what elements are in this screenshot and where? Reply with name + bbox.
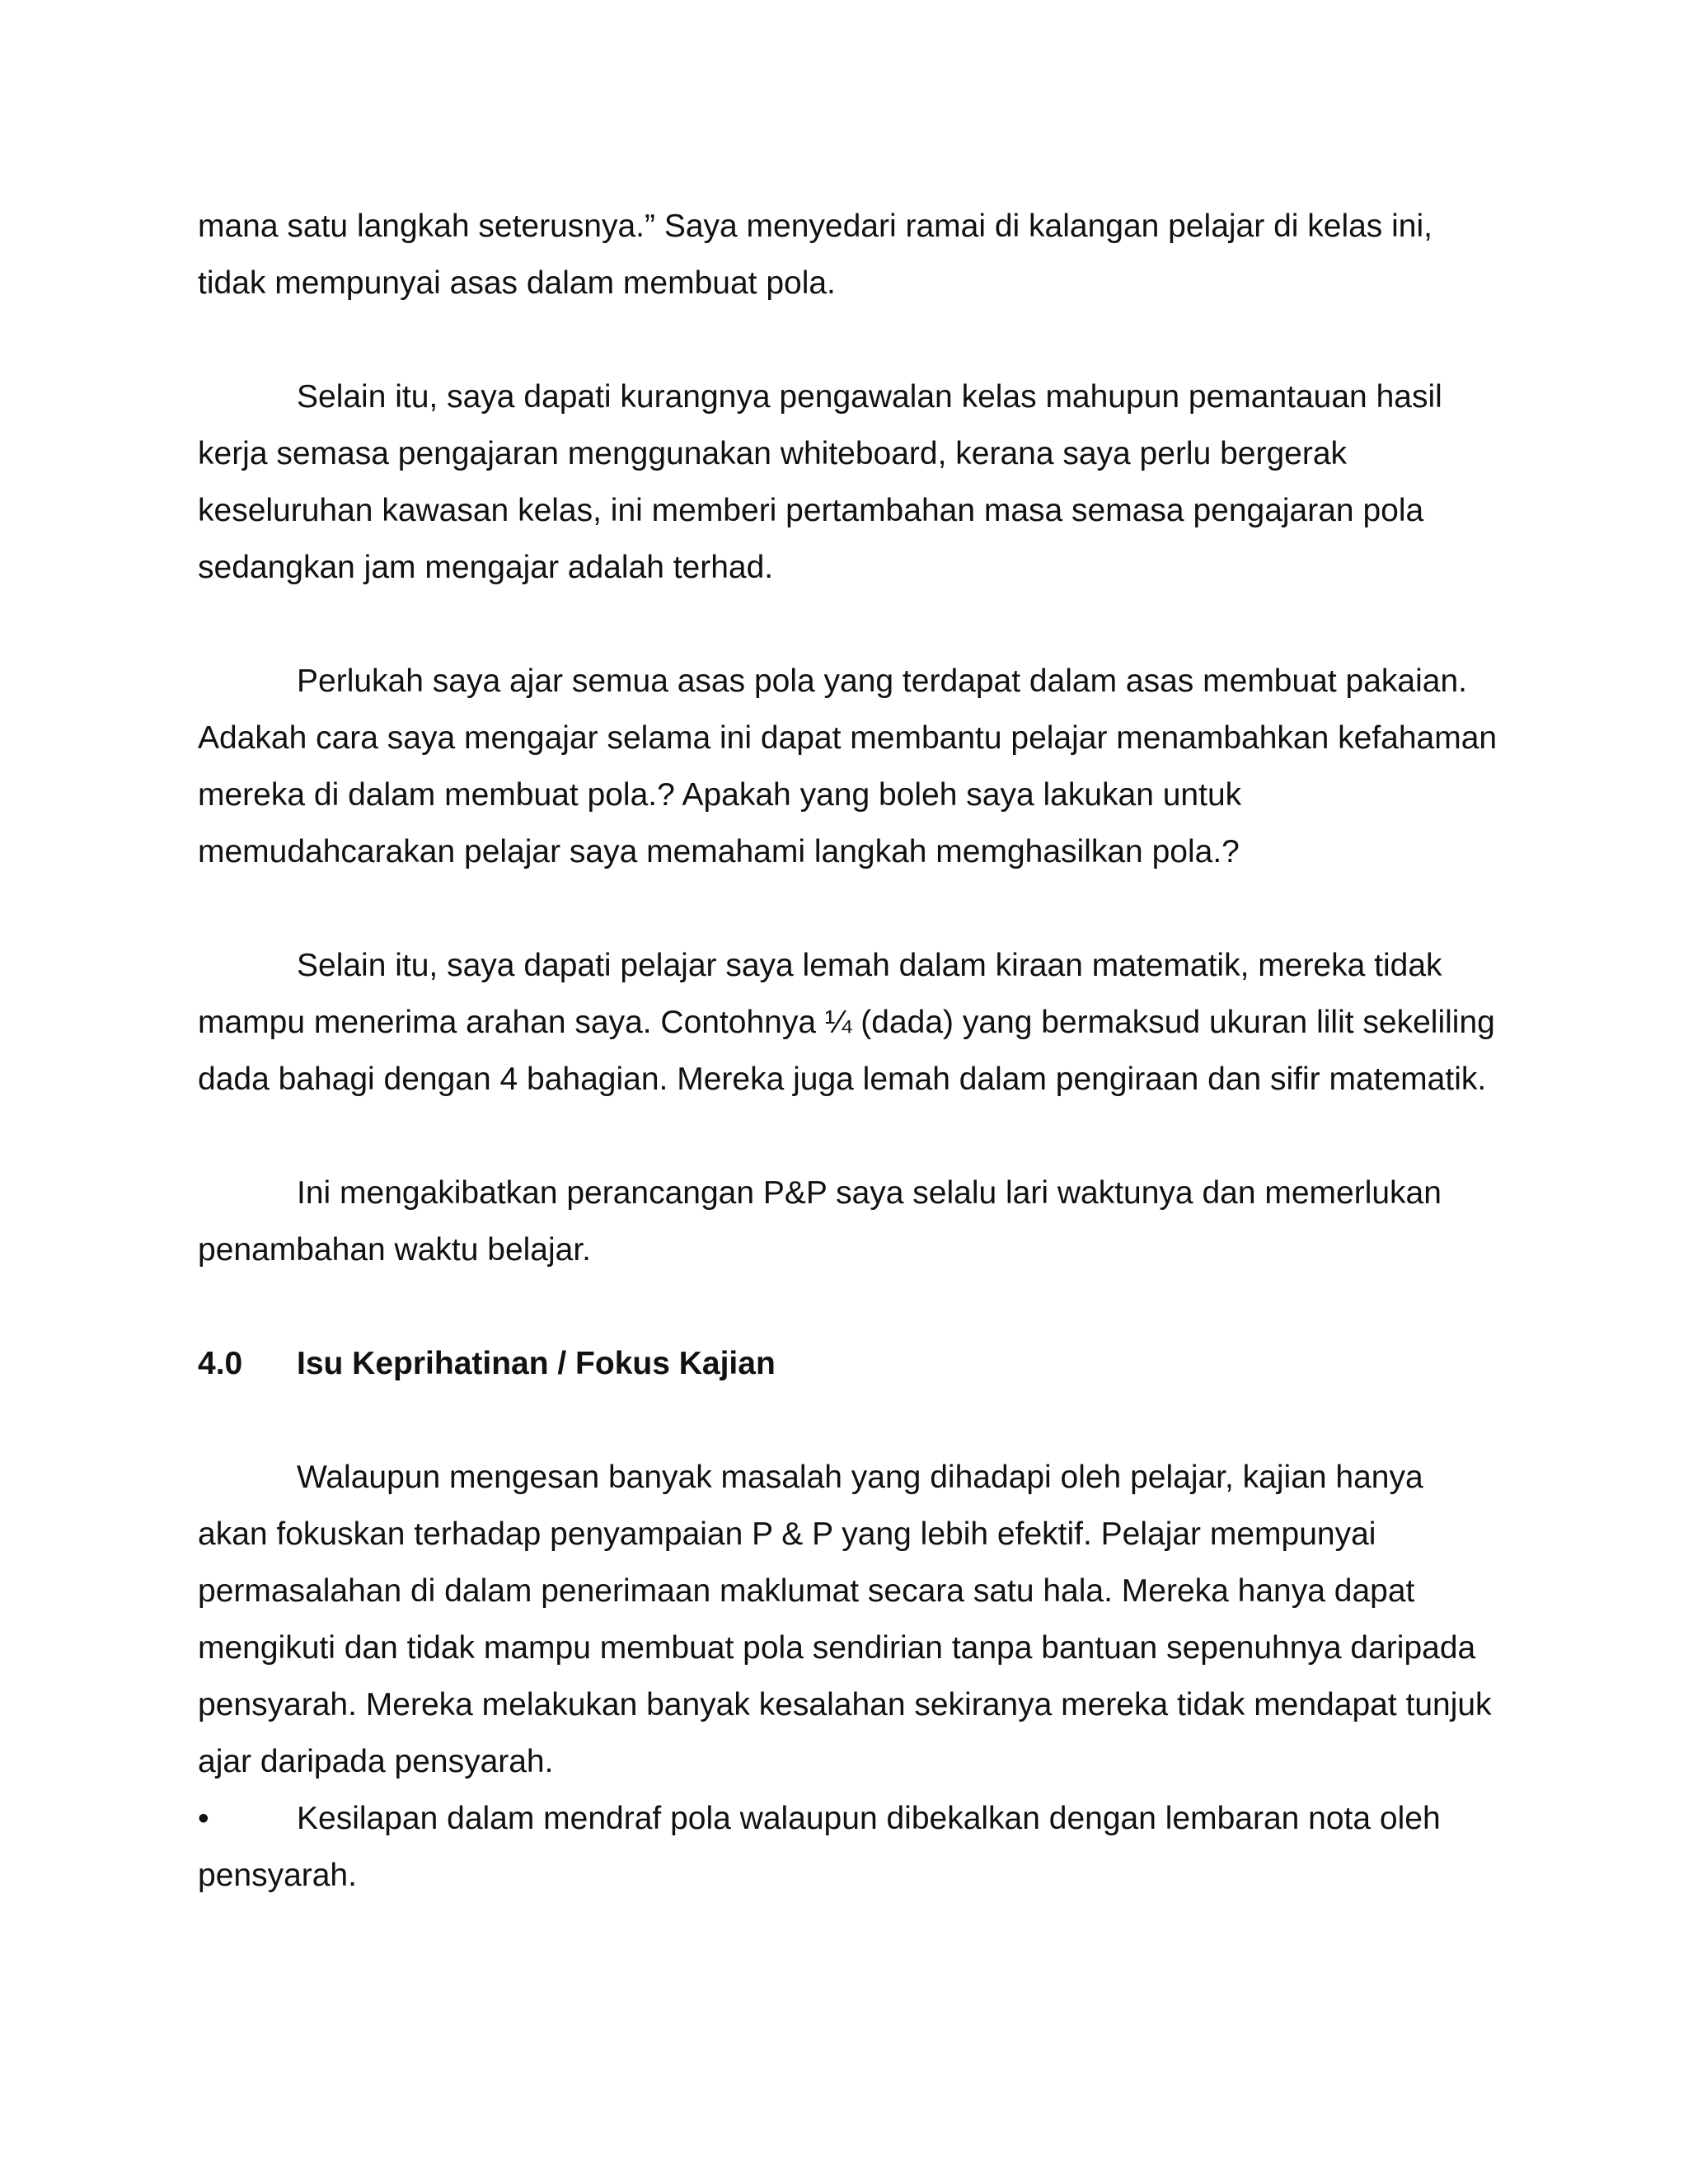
paragraph-gap [198, 596, 1500, 653]
document-page [198, 198, 1500, 1904]
paragraph-gap [198, 1392, 1500, 1449]
section-title: Isu Keprihatinan / Fokus Kajian [297, 1346, 776, 1381]
paragraph-classroom-control: Selain itu, saya dapati kurangnya pengawalan kelas mahupun pemantauan hasil kerja semasa pengajaran menggunakan whiteboard, kerana saya perlu bergerak keseluruhan kawasan kelas, ini memberi pertambahan masa semasa pengajaran pola sedangkan jam mengajar adalah terhad. [198, 379, 1442, 585]
paragraph-teaching-questions: Perlukah saya ajar semua asas pola yang terdapat dalam asas membuat pakaian. Adakah cara saya mengajar selama ini dapat membantu pelajar menambahkan kefahaman mereka di dalam membuat pola.? Apakah yang boleh saya lakukan untuk memudahcarakan pelajar saya memahami langkah memghasilkan pola.? [198, 663, 1498, 869]
paragraph-time-consequence: Ini mengakibatkan perancangan P&P saya selalu lari waktunya dan memerlukan penambahan waktu belajar. [198, 1175, 1442, 1268]
paragraph-math-weakness: Selain itu, saya dapati pelajar saya lemah dalam kiraan matematik, mereka tidak mampu menerima arahan saya. Contohnya ¼ (dada) yang bermaksud ukuran lilit sekeliling dada bahagi dengan 4 bahagian. Mereka juga lemah dalam pengiraan dan sifir matematik. [198, 948, 1495, 1097]
paragraph-gap [198, 880, 1500, 937]
paragraph-continuation: mana satu langkah seterusnya.” Saya menyedari ramai di kalangan pelajar di kelas ini, tidak mempunyai asas dalam membuat pola. [198, 209, 1432, 301]
paragraph-gap [198, 312, 1500, 368]
paragraph-gap [198, 1108, 1500, 1165]
bullet-item [198, 1790, 1500, 1904]
paragraph-gap [198, 1278, 1500, 1335]
section-heading [198, 1335, 1500, 1392]
bullet-text: Kesilapan dalam mendraf pola walaupun dibekalkan dengan lembaran nota oleh pensyarah. [198, 1801, 1441, 1893]
bullet-symbol: • [198, 1801, 209, 1836]
section-number: 4.0 [198, 1346, 243, 1381]
paragraph-focus: Walaupun mengesan banyak masalah yang dihadapi oleh pelajar, kajian hanya akan fokuskan terhadap penyampaian P & P yang lebih efektif. Pelajar mempunyai permasalahan di dalam penerimaan maklumat secara satu hala. Mereka hanya dapat mengikuti dan tidak mampu membuat pola sendirian tanpa bantuan sepenuhnya daripada pensyarah. Mereka melakukan banyak kesalahan sekiranya mereka tidak mendapat tunjuk ajar daripada pensyarah. [198, 1460, 1492, 1779]
